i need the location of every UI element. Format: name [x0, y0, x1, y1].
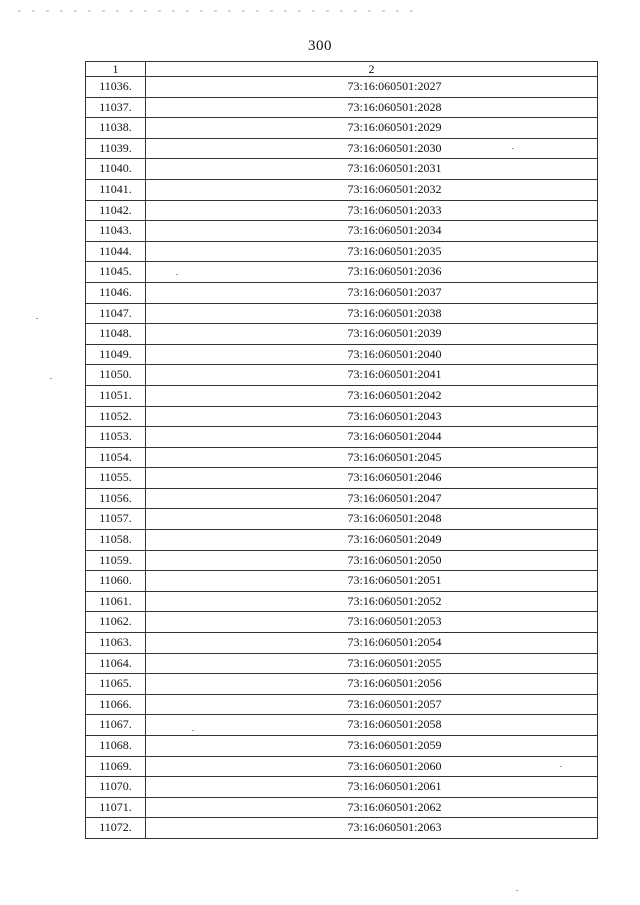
table-row — [86, 262, 598, 283]
table-row — [86, 365, 598, 386]
cadastral-number: 73:16:060501:2063 — [146, 818, 598, 839]
row-number: 11070. — [86, 777, 146, 798]
table-row — [86, 633, 598, 654]
cadastral-number: 73:16:060501:2062 — [146, 797, 598, 818]
row-number: 11046. — [86, 282, 146, 303]
row-number: 11042. — [86, 200, 146, 221]
table-row — [86, 818, 598, 839]
cadastral-number: 73:16:060501:2050 — [146, 550, 598, 571]
cadastral-number: 73:16:060501:2042 — [146, 385, 598, 406]
table-row — [86, 344, 598, 365]
row-number: 11062. — [86, 612, 146, 633]
cadastral-number: 73:16:060501:2061 — [146, 777, 598, 798]
row-number: 11071. — [86, 797, 146, 818]
table-row — [86, 612, 598, 633]
table-body — [86, 77, 598, 839]
table-row — [86, 488, 598, 509]
row-number: 11061. — [86, 591, 146, 612]
row-number: 11059. — [86, 550, 146, 571]
row-number: 11056. — [86, 488, 146, 509]
cadastral-table — [85, 61, 598, 839]
row-number: 11057. — [86, 509, 146, 530]
row-number: 11041. — [86, 179, 146, 200]
row-number: 11038. — [86, 118, 146, 139]
row-number: 11047. — [86, 303, 146, 324]
cadastral-number: 73:16:060501:2055 — [146, 653, 598, 674]
row-number: 11045. — [86, 262, 146, 283]
cadastral-number: 73:16:060501:2036 — [146, 262, 598, 283]
scan-speck — [36, 318, 38, 319]
table-row — [86, 159, 598, 180]
cadastral-number: 73:16:060501:2059 — [146, 736, 598, 757]
row-number: 11040. — [86, 159, 146, 180]
table-row — [86, 77, 598, 98]
table-header-row — [86, 62, 598, 77]
cadastral-number: 73:16:060501:2033 — [146, 200, 598, 221]
table-row — [86, 118, 598, 139]
table-row — [86, 715, 598, 736]
cadastral-number: 73:16:060501:2043 — [146, 406, 598, 427]
row-number: 11044. — [86, 241, 146, 262]
row-number: 11068. — [86, 736, 146, 757]
scan-speck — [512, 148, 514, 149]
cadastral-number: 73:16:060501:2034 — [146, 221, 598, 242]
cadastral-number: 73:16:060501:2049 — [146, 530, 598, 551]
cadastral-number: 73:16:060501:2041 — [146, 365, 598, 386]
row-number: 11058. — [86, 530, 146, 551]
page-number: 300 — [308, 38, 332, 54]
cadastral-number: 73:16:060501:2051 — [146, 571, 598, 592]
cadastral-number: 73:16:060501:2053 — [146, 612, 598, 633]
cadastral-number: 73:16:060501:2040 — [146, 344, 598, 365]
table-row — [86, 221, 598, 242]
table-row — [86, 385, 598, 406]
cadastral-number: 73:16:060501:2032 — [146, 179, 598, 200]
cadastral-number: 73:16:060501:2030 — [146, 138, 598, 159]
table-row — [86, 777, 598, 798]
row-number: 11066. — [86, 694, 146, 715]
cadastral-number: 73:16:060501:2047 — [146, 488, 598, 509]
row-number: 11067. — [86, 715, 146, 736]
row-number: 11037. — [86, 97, 146, 118]
scan-speck — [176, 274, 178, 275]
row-number: 11049. — [86, 344, 146, 365]
cadastral-number: 73:16:060501:2054 — [146, 633, 598, 654]
table-row — [86, 97, 598, 118]
cadastral-number: 73:16:060501:2044 — [146, 427, 598, 448]
row-number: 11054. — [86, 447, 146, 468]
cadastral-number: 73:16:060501:2035 — [146, 241, 598, 262]
row-number: 11043. — [86, 221, 146, 242]
table-row — [86, 797, 598, 818]
table-row — [86, 550, 598, 571]
row-number: 11063. — [86, 633, 146, 654]
table-row — [86, 447, 598, 468]
scan-speck — [192, 730, 194, 731]
table-row — [86, 591, 598, 612]
table-row — [86, 138, 598, 159]
row-number: 11072. — [86, 818, 146, 839]
cadastral-number: 73:16:060501:2046 — [146, 468, 598, 489]
table-row — [86, 571, 598, 592]
row-number: 11048. — [86, 324, 146, 345]
cadastral-number: 73:16:060501:2039 — [146, 324, 598, 345]
row-number: 11051. — [86, 385, 146, 406]
scan-speck — [516, 890, 518, 891]
table-row — [86, 530, 598, 551]
row-number: 11065. — [86, 674, 146, 695]
table-row — [86, 241, 598, 262]
cadastral-number: 73:16:060501:2031 — [146, 159, 598, 180]
cadastral-number: 73:16:060501:2056 — [146, 674, 598, 695]
table-row — [86, 509, 598, 530]
row-number: 11036. — [86, 77, 146, 98]
table-row — [86, 324, 598, 345]
table-row — [86, 200, 598, 221]
table-row — [86, 653, 598, 674]
table-row — [86, 406, 598, 427]
table-row — [86, 756, 598, 777]
scan-artifact — [18, 10, 418, 12]
column-header: 2 — [146, 62, 598, 77]
row-number: 11069. — [86, 756, 146, 777]
row-number: 11053. — [86, 427, 146, 448]
row-number: 11039. — [86, 138, 146, 159]
row-number: 11060. — [86, 571, 146, 592]
table-row — [86, 674, 598, 695]
table-row — [86, 282, 598, 303]
table-row — [86, 468, 598, 489]
scan-speck — [50, 378, 52, 379]
cadastral-number: 73:16:060501:2028 — [146, 97, 598, 118]
cadastral-number: 73:16:060501:2045 — [146, 447, 598, 468]
cadastral-number: 73:16:060501:2057 — [146, 694, 598, 715]
row-number: 11055. — [86, 468, 146, 489]
table-row — [86, 694, 598, 715]
cadastral-number: 73:16:060501:2058 — [146, 715, 598, 736]
row-number: 11064. — [86, 653, 146, 674]
table-row — [86, 427, 598, 448]
cadastral-number: 73:16:060501:2038 — [146, 303, 598, 324]
cadastral-number: 73:16:060501:2048 — [146, 509, 598, 530]
column-header: 1 — [86, 62, 146, 77]
table-row — [86, 736, 598, 757]
cadastral-number: 73:16:060501:2029 — [146, 118, 598, 139]
cadastral-number: 73:16:060501:2027 — [146, 77, 598, 98]
table-row — [86, 179, 598, 200]
table-row — [86, 303, 598, 324]
row-number: 11052. — [86, 406, 146, 427]
scan-speck — [560, 766, 562, 767]
cadastral-number: 73:16:060501:2060 — [146, 756, 598, 777]
row-number: 11050. — [86, 365, 146, 386]
cadastral-number: 73:16:060501:2037 — [146, 282, 598, 303]
cadastral-number: 73:16:060501:2052 — [146, 591, 598, 612]
